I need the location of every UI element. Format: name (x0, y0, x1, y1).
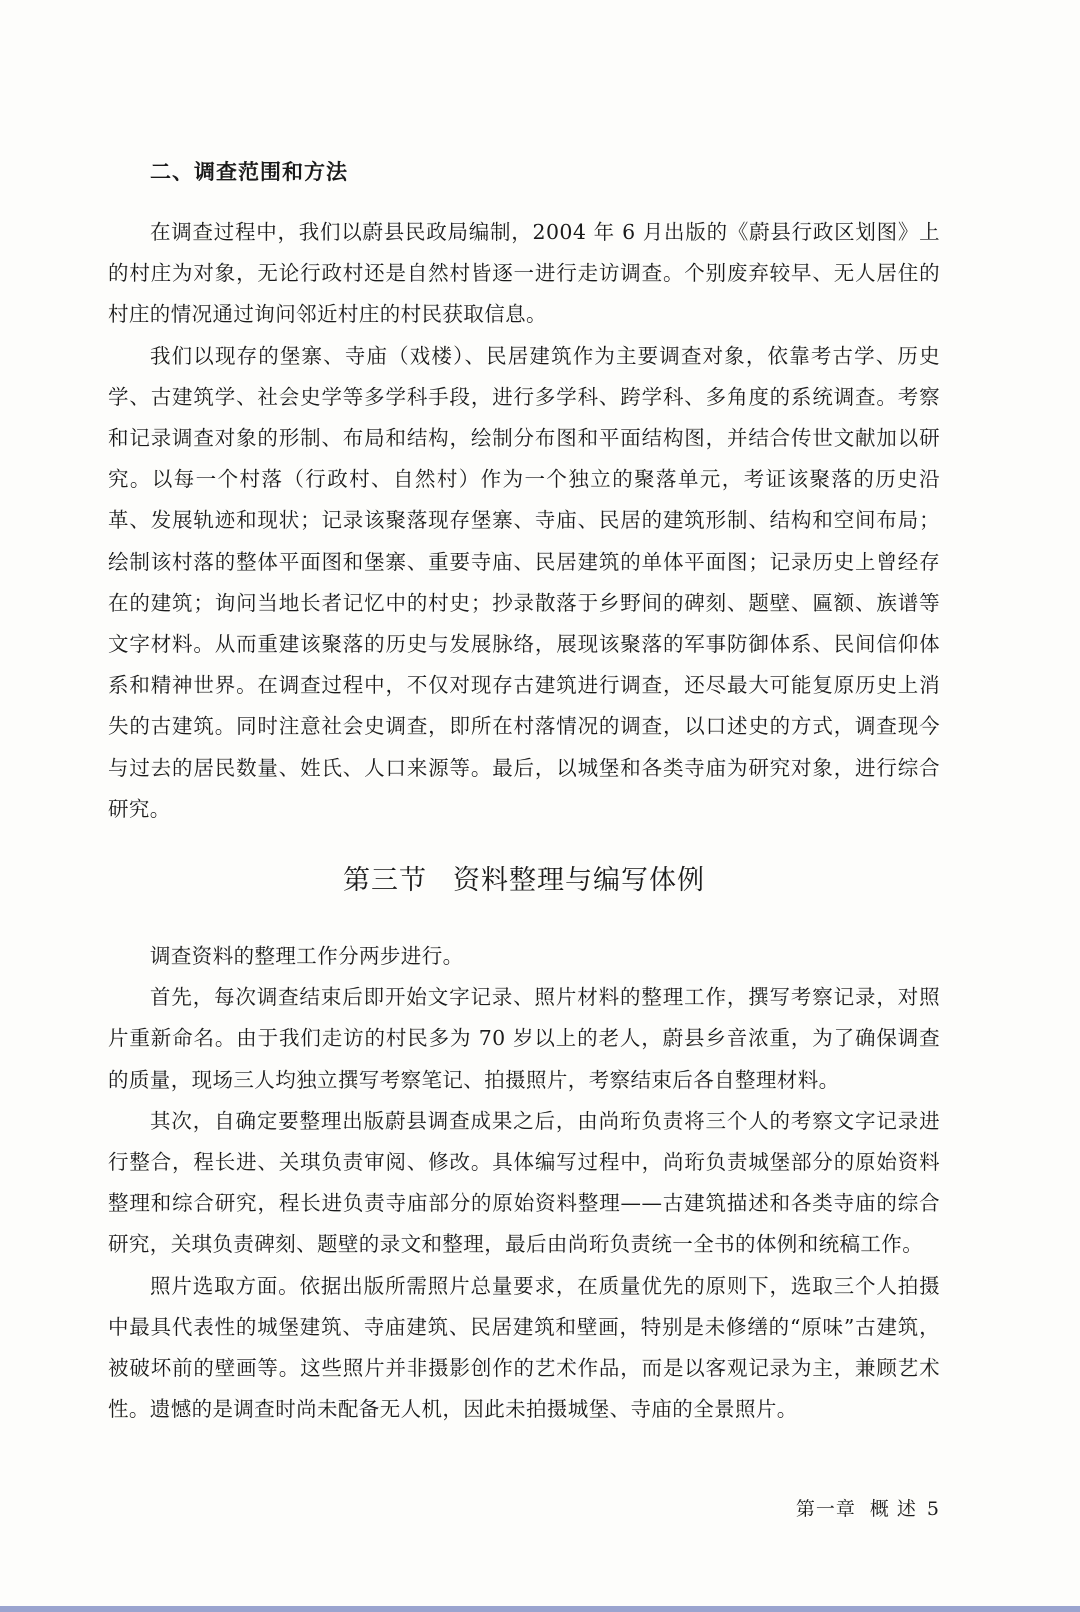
footer-chapter: 第一章 (795, 1498, 856, 1520)
data-organization-text (108, 936, 940, 1430)
footer-chapter-title: 概 述 (869, 1498, 917, 1520)
page-number: 5 (926, 1498, 940, 1520)
paragraph: 其次，自确定要整理出版蔚县调查成果之后，由尚珩负责将三个人的考察文字记录进行整合，程长进、关琪负责审阅、修改。具体编写过程中，尚珩负责城堡部分的原始资料整理和综合研究，程长进负责寺庙部分的原始资料整理——古建筑描述和各类寺庙的综合研究，关琪负责碑刻、题壁的录文和整理，最后由尚珩负责统一全书的体例和统稿工作。 (108, 1108, 940, 1257)
subsection-heading: 二、调查范围和方法 (150, 160, 348, 184)
paragraph: 首先，每次调查结束后即开始文字记录、照片材料的整理工作，撰写考察记录，对照片重新命名。由于我们走访的村民多为 70 岁以上的老人，蔚县乡音浓重，为了确保调查的质量，现场三人均独立撰写考察笔记、拍摄照片，考察结束后各自整理材料。 (108, 985, 940, 1092)
survey-scope-text (108, 212, 940, 830)
paragraph: 在调查过程中，我们以蔚县民政局编制，2004 年 6 月出版的《蔚县行政区划图》上的村庄为对象，无论行政村还是自然村皆逐一进行走访调查。个别废弃较早、无人居住的村庄的情况通过询问邻近村庄的村民获取信息。 (108, 220, 940, 327)
section-title (108, 858, 940, 897)
page-footer (796, 1494, 940, 1521)
section-number: 第三节 (343, 865, 427, 896)
paragraph: 我们以现存的堡寨、寺庙（戏楼）、民居建筑作为主要调查对象，依靠考古学、历史学、古建筑学、社会史学等多学科手段，进行多学科、跨学科、多角度的系统调查。考察和记录调查对象的形制、布局和结构，绘制分布图和平面结构图，并结合传世文献加以研究。以每一个村落（行政村、自然村）作为一个独立的聚落单元，考证该聚落的历史沿革、发展轨迹和现状；记录该聚落现存堡寨、寺庙、民居的建筑形制、结构和空间布局；绘制该村落的整体平面图和堡寨、重要寺庙、民居建筑的单体平面图；记录历史上曾经存在的建筑；询问当地长者记忆中的村史；抄录散落于乡野间的碑刻、题壁、匾额、族谱等文字材料。从而重建该聚落的历史与发展脉络，展现该聚落的军事防御体系、民间信仰体系和精神世界。在调查过程中，不仅对现存古建筑进行调查，还尽最大可能复原历史上消失的古建筑。同时注意社会史调查，即所在村落情况的调查，以口述史的方式，调查现今与过去的居民数量、姓氏、人口来源等。最后，以城堡和各类寺庙为研究对象，进行综合研究。 (108, 343, 940, 821)
scan-edge-stripe (0, 1606, 1080, 1612)
paragraph: 照片选取方面。依据出版所需照片总量要求，在质量优先的原则下，选取三个人拍摄中最具代表性的城堡建筑、寺庙建筑、民居建筑和壁画，特别是未修缮的“原味”古建筑，被破坏前的壁画等。这些照片并非摄影创作的艺术作品，而是以客观记录为主，兼顾艺术性。遗憾的是调查时尚未配备无人机，因此未拍摄城堡、寺庙的全景照片。 (108, 1273, 940, 1422)
section-title-text: 资料整理与编写体例 (453, 865, 705, 896)
book-page (108, 0, 940, 1612)
paragraph: 调查资料的整理工作分两步进行。 (150, 944, 464, 968)
